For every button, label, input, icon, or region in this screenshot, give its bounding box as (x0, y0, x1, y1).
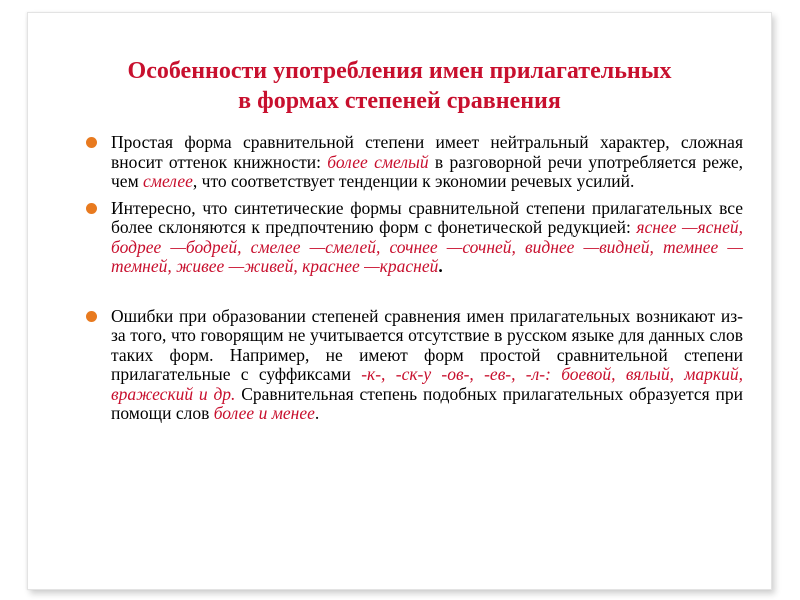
bullet-1-example-b: смелее (143, 171, 193, 191)
bullet-1-text-c: , что соответствует тенденции к экономии речевых усилий. (192, 171, 635, 191)
bullet-3-text-c: . (314, 403, 320, 423)
bullet-1-text-a: Простая форма сравнительной степени имеет нейтральный характер, сложная вносит оттенок книжности: (111, 132, 743, 172)
title-line-1: Особенности употребления имен прилагательных (127, 58, 672, 84)
slide (27, 12, 772, 590)
bullet-3-examples: -к-, -ск-у -ов-, -ев-, -л-: боевой, вялый, маркий, вражеский и др. (111, 364, 743, 404)
bullet-3-text-b: Сравнительная степень подобных прилагательных образуется при помощи слов (111, 383, 743, 423)
bullet-dot-icon (86, 137, 97, 148)
slide-title (28, 56, 771, 116)
bullet-dot-icon (86, 203, 97, 214)
bullet-2-text-a: Интересно, что синтетические формы сравнительной степени прилагательных все более склоняются к предпочтению форм с фонетической редукцией: (111, 197, 743, 237)
bullet-2-examples: яснее —ясней, бодрее —бодрей, смелее —смелей, сочнее —сочней, виднее —видней, темнее —темней, живее —живей, краснее —красней (111, 217, 743, 276)
bullet-item-1 (86, 133, 743, 192)
bullet-item-2 (86, 199, 743, 277)
title-line-2: в формах степеней сравнения (238, 88, 561, 114)
bullet-1-example-a: более смелый (327, 151, 429, 172)
bullet-3-example-b: более и менее (213, 403, 315, 423)
bullet-3-text-a: Ошибки при образовании степеней сравнения имен прилагательных возникают из-за того, что говорящим не учитывается отсутствие в русском языке для данных слов таких форм. Например, не имеют форм простой сравнительной степени прилагательные с суффиксами (111, 305, 743, 384)
bullet-list (86, 133, 743, 431)
bullet-1-text-b: в разговорной речи употребляется реже, чем (111, 151, 743, 191)
bullet-item-3 (86, 307, 743, 424)
bullet-dot-icon (86, 311, 97, 322)
bullet-2-text-b: . (438, 256, 443, 276)
